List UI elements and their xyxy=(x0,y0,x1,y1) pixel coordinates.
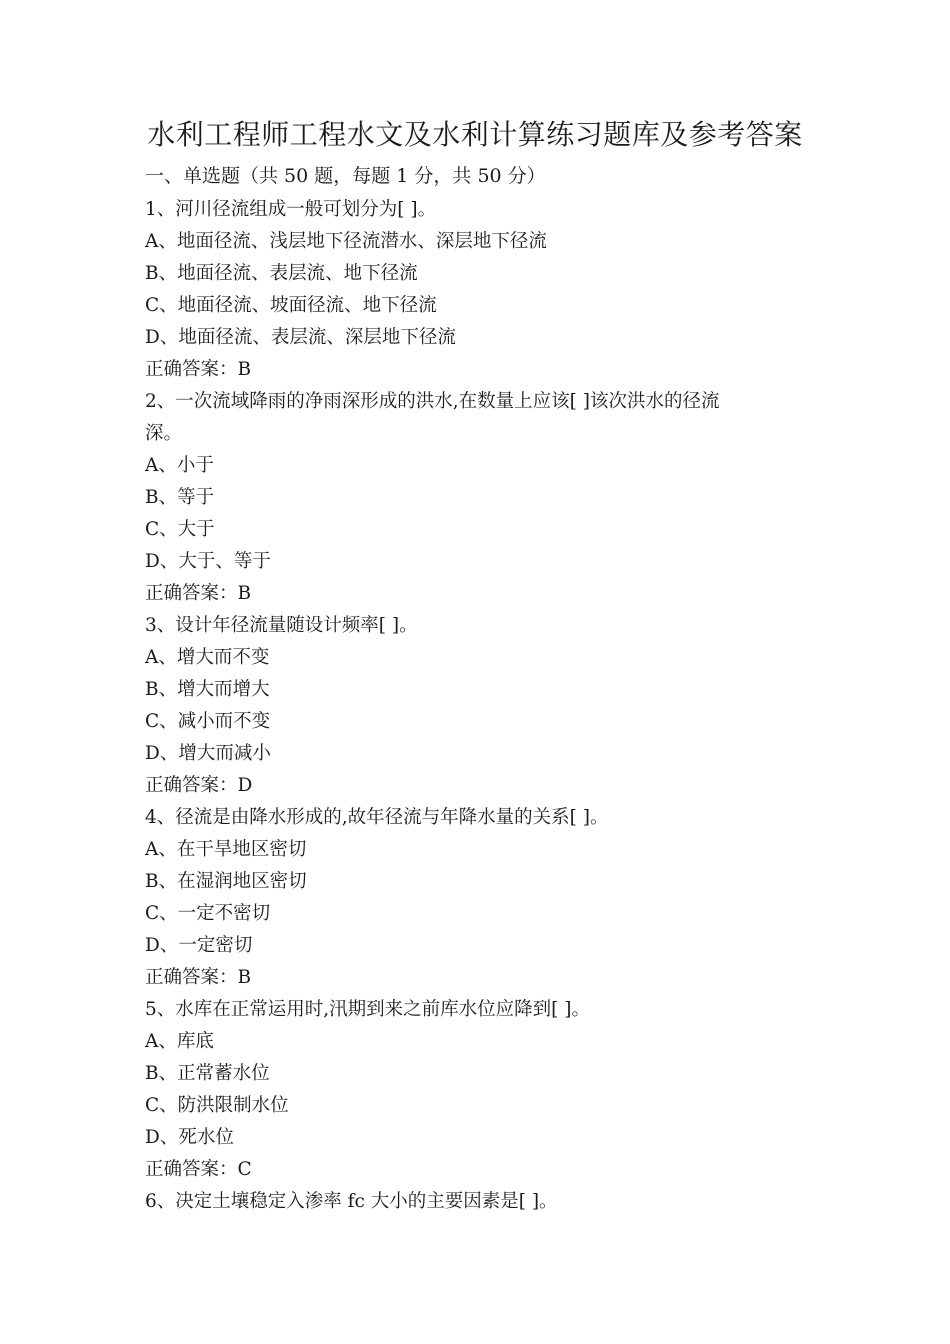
option-a: A、增大而不变 xyxy=(145,647,270,668)
option-d: D、死水位 xyxy=(145,1127,234,1148)
option-c: C、防洪限制水位 xyxy=(145,1095,289,1116)
option-a: A、地面径流、浅层地下径流潜水、深层地下径流 xyxy=(145,231,547,252)
question-stem: 6、决定土壤稳定入渗率 fc 大小的主要因素是[ ]。 xyxy=(145,1191,558,1212)
option-b: B、正常蓄水位 xyxy=(145,1063,270,1084)
option-d: D、大于、等于 xyxy=(145,551,271,572)
question-stem: 5、水库在正常运用时,汛期到来之前库水位应降到[ ]。 xyxy=(145,999,590,1020)
option-c: C、一定不密切 xyxy=(145,903,271,924)
option-d: D、地面径流、表层流、深层地下径流 xyxy=(145,327,456,348)
option-b: B、地面径流、表层流、地下径流 xyxy=(145,263,418,284)
question-stem: 2、一次流域降雨的净雨深形成的洪水,在数量上应该[ ]该次洪水的径流 xyxy=(145,391,720,412)
correct-answer: 正确答案：B xyxy=(145,583,252,604)
option-a: A、库底 xyxy=(145,1031,214,1052)
option-b: B、在湿润地区密切 xyxy=(145,871,307,892)
option-d: D、一定密切 xyxy=(145,935,253,956)
document-title: 水利工程师工程水文及水利计算练习题库及参考答案 xyxy=(147,118,803,151)
option-c: C、减小而不变 xyxy=(145,711,271,732)
option-c: C、地面径流、坡面径流、地下径流 xyxy=(145,295,437,316)
option-b: B、增大而增大 xyxy=(145,679,270,700)
question-stem: 4、径流是由降水形成的,故年径流与年降水量的关系[ ]。 xyxy=(145,807,609,828)
option-c: C、大于 xyxy=(145,519,215,540)
question-stem: 1、河川径流组成一般可划分为[ ]。 xyxy=(145,199,437,220)
section-heading: 一、单选题（共 50 题，每题 1 分，共 50 分） xyxy=(145,165,546,187)
correct-answer: 正确答案：B xyxy=(145,359,252,380)
option-b: B、等于 xyxy=(145,487,215,508)
option-a: A、小于 xyxy=(145,455,214,476)
option-d: D、增大而减小 xyxy=(145,743,271,764)
correct-answer: 正确答案：C xyxy=(145,1159,252,1180)
correct-answer: 正确答案：B xyxy=(145,967,252,988)
option-a: A、在干旱地区密切 xyxy=(145,839,307,860)
question-stem-continued: 深。 xyxy=(145,423,183,444)
correct-answer: 正确答案：D xyxy=(145,775,253,796)
question-stem: 3、设计年径流量随设计频率[ ]。 xyxy=(145,615,418,636)
question-list xyxy=(145,194,815,1218)
